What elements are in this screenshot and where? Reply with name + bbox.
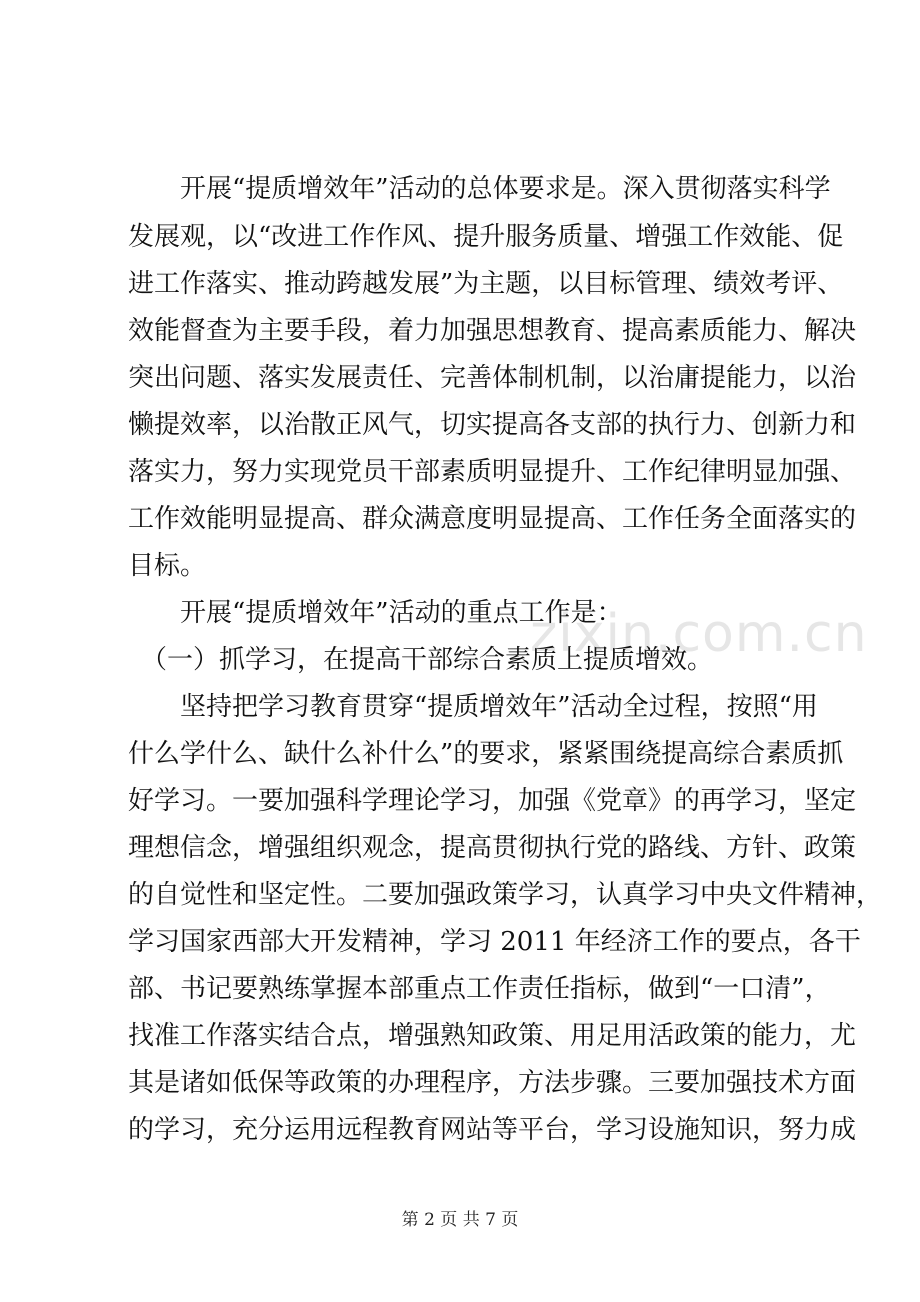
text-line: 好学习。一要加强科学理论学习，加强《党章》的再学习，坚定: [128, 786, 857, 816]
text-line: 落实力，努力实现党员干部素质明显提升、工作纪律明显加强、: [128, 457, 857, 487]
text-line: 进工作落实、推动跨越发展”为主题，以目标管理、绩效考评、: [128, 269, 844, 299]
text-line: 的学习，充分运用远程教育网站等平台，学习设施知识，努力成: [128, 1115, 857, 1145]
text-line: 效能督查为主要手段，着力加强思想教育、提高素质能力、解决: [128, 316, 857, 346]
text-line: 学习国家西部大开发精神，学习 2011 年经济工作的要点，各干: [128, 927, 861, 957]
text-line: 找准工作落实结合点，增强熟知政策、用足用活政策的能力，尤: [128, 1021, 857, 1051]
page-number-footer: 第 2 页 共 7 页: [401, 1210, 519, 1230]
watermark: zixin.com.cn: [530, 604, 868, 664]
text-line: 理想信念，增强组织观念，提高贯彻执行党的路线、方针、政策: [128, 833, 857, 863]
text-line: 部、书记要熟练掌握本部重点工作责任指标，做到“一口清”，: [128, 974, 831, 1004]
text-line: 工作效能明显提高、群众满意度明显提高、工作任务全面落实的: [128, 504, 857, 534]
text-line: （一）抓学习，在提高干部综合素质上提质增效。: [128, 645, 714, 675]
text-line: 发展观，以“改进工作作风、提升服务质量、增强工作效能、促: [128, 222, 844, 252]
text-line: 的自觉性和坚定性。二要加强政策学习，认真学习中央文件精神，: [128, 880, 883, 910]
text-line: 其是诸如低保等政策的办理程序，方法步骤。三要加强技术方面: [128, 1068, 857, 1098]
text-line: 突出问题、落实发展责任、完善体制机制，以治庸提能力，以治: [128, 363, 857, 393]
text-line: 开展“提质增效年”活动的重点工作是：: [128, 598, 623, 628]
text-line: 什么学什么、缺什么补什么”的要求，紧紧围绕提高综合素质抓: [128, 739, 844, 769]
text-line: 坚持把学习教育贯穿“提质增效年”活动全过程，按照“用: [128, 692, 818, 722]
text-line: 懒提效率，以治散正风气，切实提高各支部的执行力、创新力和: [128, 410, 857, 440]
text-line: 目标。: [128, 551, 207, 581]
text-line: 开展“提质增效年”活动的总体要求是。深入贯彻落实科学: [128, 174, 831, 204]
